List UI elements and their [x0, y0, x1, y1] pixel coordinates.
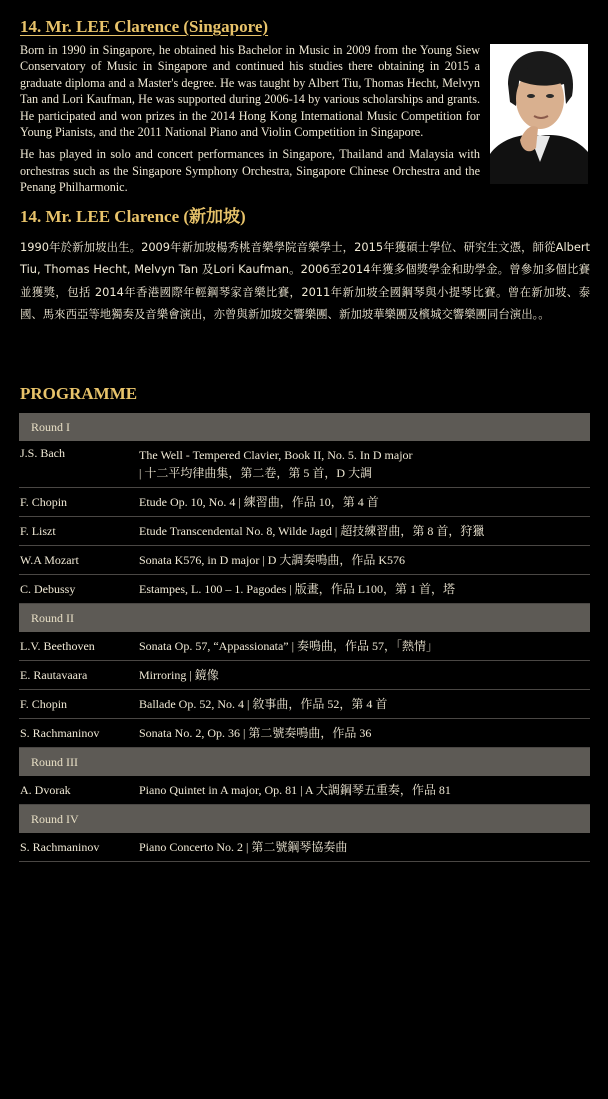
- round-header: Round II: [19, 604, 590, 632]
- composer: C. Debussy: [20, 581, 76, 596]
- composer: F. Chopin: [20, 696, 68, 711]
- bio-heading-en: 14. Mr. LEE Clarence (Singapore): [20, 17, 269, 36]
- bio-block-en: [20, 42, 590, 196]
- composer: E. Rautavaara: [20, 667, 88, 682]
- bio-text-zh: 1990年於新加坡出生。2009年新加坡楊秀桃音樂學院音樂學士，2015年獲碩士學位、研究生文憑，師從Albert Tiu, Thomas Hecht, Melvyn Tan 及Lori Kaufman。2006至2014年獲多個獎學金和助學金。曾參加多個比賽並獲獎，包括 2014年香港國際年輕鋼琴家音樂比賽，2011年新加坡全國鋼琴與小提琴比賽。曾在新加坡、泰國、馬來西亞等地獨奏及音樂會演出，亦曾與新加坡交響樂團、新加坡華樂團及檳城交響樂團同台演出。。: [20, 239, 590, 322]
- work: Mirroring | 鏡像: [139, 668, 219, 682]
- composer: S. Rachmaninov: [20, 839, 100, 854]
- work: Sonata No. 2, Op. 36 | 第二號奏鳴曲，作品 36: [139, 726, 372, 740]
- programme-row: [19, 776, 590, 805]
- bio-heading-zh: 14. Mr. LEE Clarence (新加坡): [20, 206, 246, 226]
- work: Sonata K576, in D major | D 大調奏鳴曲，作品 K576: [139, 553, 406, 567]
- bio-paragraph: He has played in solo and concert performances in Singapore, Thailand and Malaysia with orchestras such as the Singapore Symphony Orchestra, Singapore Chinese Orchestra and the Penang Philharmonic.: [20, 147, 480, 195]
- work: Sonata Op. 57, “Appassionata” | 奏鳴曲，作品 57，「熱情」: [139, 639, 439, 653]
- work: Estampes, L. 100 – 1. Pagodes | 版畫，作品 L100，第 1 首，塔: [139, 582, 456, 596]
- portrait-photo: [490, 44, 588, 184]
- work: Piano Quintet in A major, Op. 81 | A 大調鋼琴五重奏，作品 81: [139, 783, 451, 797]
- programme-row: [19, 719, 590, 748]
- work: Etude Transcendental No. 8, Wilde Jagd | 超技練習曲，第 8 首，狩獵: [139, 524, 485, 538]
- work-title-zh: | 十二平均律曲集，第二卷，第 5 首，D 大調: [139, 466, 373, 480]
- work-title: The Well - Tempered Clavier, Book II, No. 5. In D major: [139, 448, 413, 462]
- bio-paragraph: Born in 1990 in Singapore, he obtained his Bachelor in Music in 2009 from the Young Siew Conservatory of Music in Singapore and continued his studies there obtaining in 2015 a graduate diploma and a Master's degree. He was taught by Albert Tiu, Thomas Hecht, Melvyn Tan and Lori Kaufman, He was supported during 2006-14 by various scholarships and grants. He participated and won prizes in the 2014 Hong Kong International Music Competition for Young Pianists, and the 2011 National Piano and Violin Competition in Singapore.: [20, 43, 480, 140]
- composer: A. Dvorak: [20, 782, 71, 797]
- composer: S. Rachmaninov: [20, 725, 100, 740]
- programme-row: [19, 661, 590, 690]
- composer: J.S. Bach: [20, 446, 65, 460]
- round-header: Round I: [19, 413, 590, 441]
- programme-row: [19, 441, 590, 488]
- work: Etude Op. 10, No. 4 | 練習曲，作品 10，第 4 首: [139, 495, 379, 509]
- portrait-illustration: [490, 44, 588, 184]
- programme-row: [19, 632, 590, 661]
- programme-row: [19, 690, 590, 719]
- programme-row: [19, 546, 590, 575]
- work: Ballade Op. 52, No. 4 | 敘事曲，作品 52，第 4 首: [139, 697, 388, 711]
- composer: F. Liszt: [20, 523, 56, 538]
- work: [139, 446, 590, 482]
- programme-table: [19, 413, 590, 862]
- work: Piano Concerto No. 2 | 第二號鋼琴協奏曲: [139, 840, 348, 854]
- composer: L.V. Beethoven: [20, 638, 95, 653]
- programme-row: [19, 488, 590, 517]
- composer: W.A Mozart: [20, 552, 79, 567]
- round-header: Round III: [19, 748, 590, 776]
- page-content: [20, 16, 590, 854]
- programme-row: [19, 575, 590, 604]
- round-header: Round IV: [19, 805, 590, 833]
- programme-title: PROGRAMME: [20, 384, 138, 403]
- programme-row: [19, 517, 590, 546]
- composer: F. Chopin: [20, 494, 68, 509]
- programme-row: [19, 833, 590, 862]
- bio-text-en: [20, 42, 480, 196]
